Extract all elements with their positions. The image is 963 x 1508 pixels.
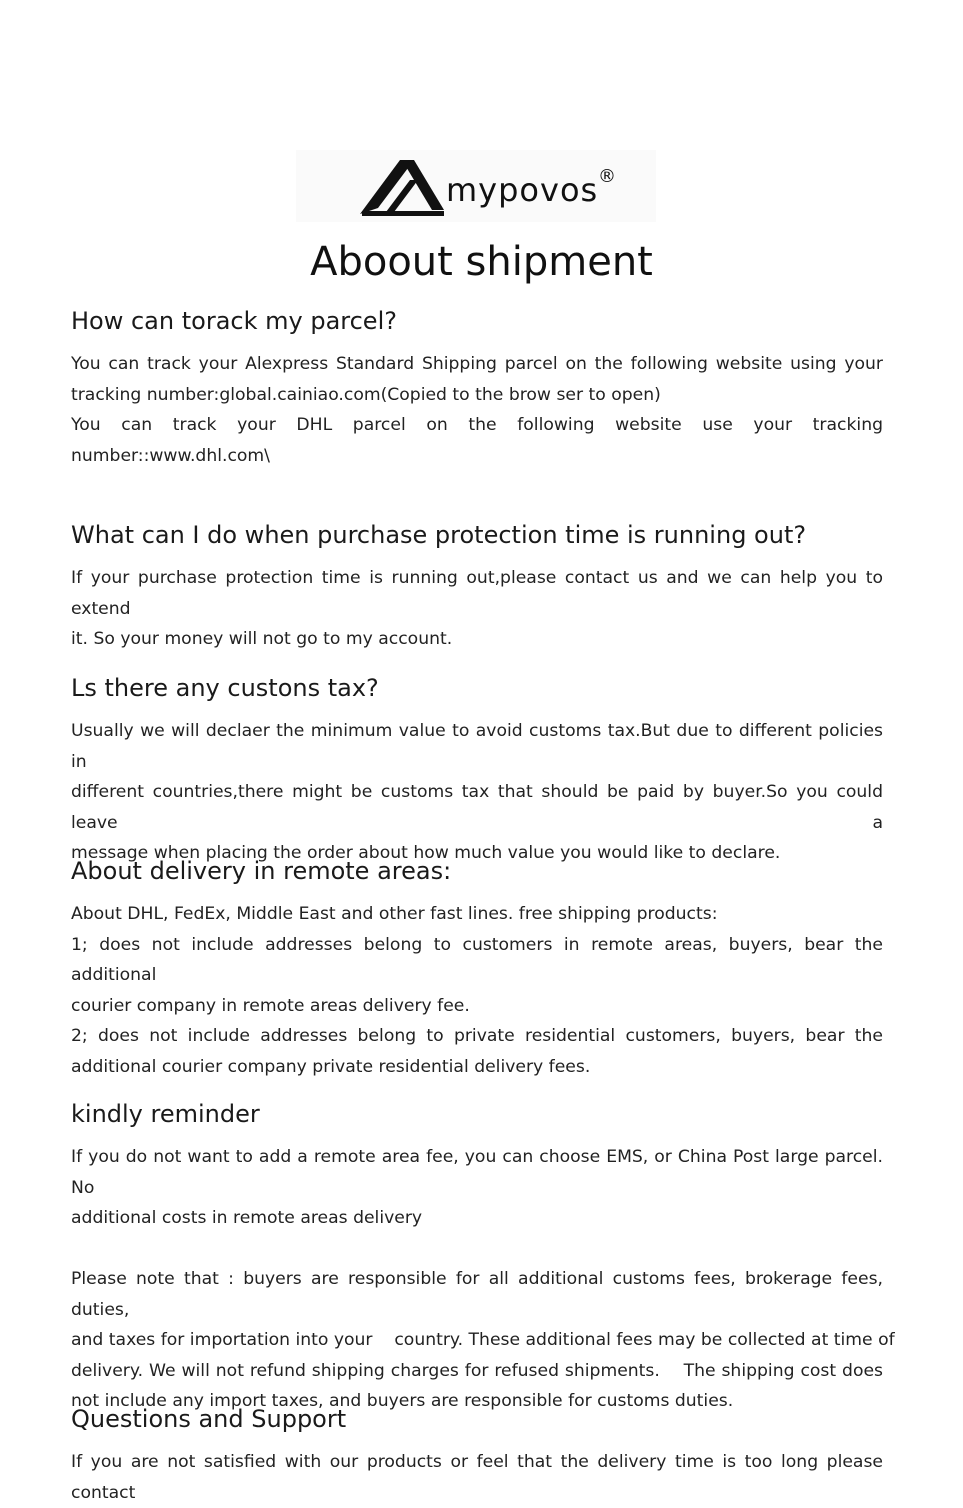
section-remote-delivery: [71, 856, 883, 1082]
paragraph-line: message when placing the order about how much value you would like to declare.: [71, 843, 781, 864]
paragraph-line: You can track your Alexpress Standard Shipping parcel on the following website using your: [71, 354, 883, 375]
paragraph-line: additional courier company private residential delivery fees.: [71, 1056, 591, 1077]
paragraph-line: If you do not want to add a remote area fee, you can choose EMS, or China Post large parcel. No: [71, 1147, 883, 1198]
page-title: Aboout shipment: [310, 239, 653, 285]
paragraph-line: About DHL, FedEx, Middle East and other fast lines. free shipping products:: [71, 904, 718, 925]
section-heading: What can I do when purchase protection time is running out?: [71, 521, 807, 549]
paragraph-line: If you are not satisfied with our products or feel that the delivery time is too long please contact: [71, 1452, 883, 1503]
section-heading: Questions and Support: [71, 1405, 347, 1433]
paragraph-line: Please note that : buyers are responsible for all additional customs fees, brokerage fees, duties,: [71, 1269, 883, 1320]
section-heading: About delivery in remote areas:: [71, 857, 452, 885]
registered-mark: ®: [598, 166, 616, 187]
brand-name: mypovos: [446, 171, 599, 209]
paragraph-line: courier company in remote areas delivery fee.: [71, 995, 470, 1016]
paragraph-line: tracking number:global.cainiao.com(Copied to the brow ser to open): [71, 384, 661, 405]
paragraph-line: different countries,there might be customs tax that should be paid by buyer.So you could leave a: [71, 782, 883, 833]
section-heading: How can torack my parcel?: [71, 307, 397, 335]
section-heading: Ls there any custons tax?: [71, 674, 379, 702]
paragraph-line: delivery. We will not refund shipping charges for refused shipments. The shipping cost does: [71, 1360, 883, 1381]
paragraph-line: not include any import taxes, and buyers are responsible for customs duties.: [71, 1391, 734, 1412]
section-purchase-protection: [71, 520, 883, 655]
paragraph-line: and taxes for importation into your country. These additional fees may be collected at time of: [71, 1330, 895, 1351]
paragraph-line: it. So your money will not go to my account.: [71, 629, 453, 650]
section-heading: kindly reminder: [71, 1100, 260, 1128]
paragraph-line: If your purchase protection time is running out,please contact us and we can help you to extend: [71, 568, 883, 619]
paragraph-line: 2; does not include addresses belong to private residential customers, buyers, bear the: [71, 1026, 883, 1047]
paragraph-line: additional costs in remote areas delivery: [71, 1208, 423, 1229]
section-track-parcel: [71, 306, 883, 471]
section-kindly-reminder: [71, 1099, 895, 1417]
paragraph-line: 1; does not include addresses belong to customers in remote areas, buyers, bear the additional: [71, 934, 883, 986]
section-customs-tax: [71, 673, 883, 869]
brand-logo: [296, 150, 656, 222]
section-questions-support: [71, 1404, 883, 1508]
paragraph-line: Usually we will declaer the minimum value to avoid customs tax.But due to different policies in: [71, 721, 883, 772]
mountain-logo-icon: [358, 154, 448, 218]
paragraph-line: number::www.dhl.com\: [71, 445, 270, 466]
paragraph-line: You can track your DHL parcel on the following website use your tracking: [71, 415, 883, 436]
